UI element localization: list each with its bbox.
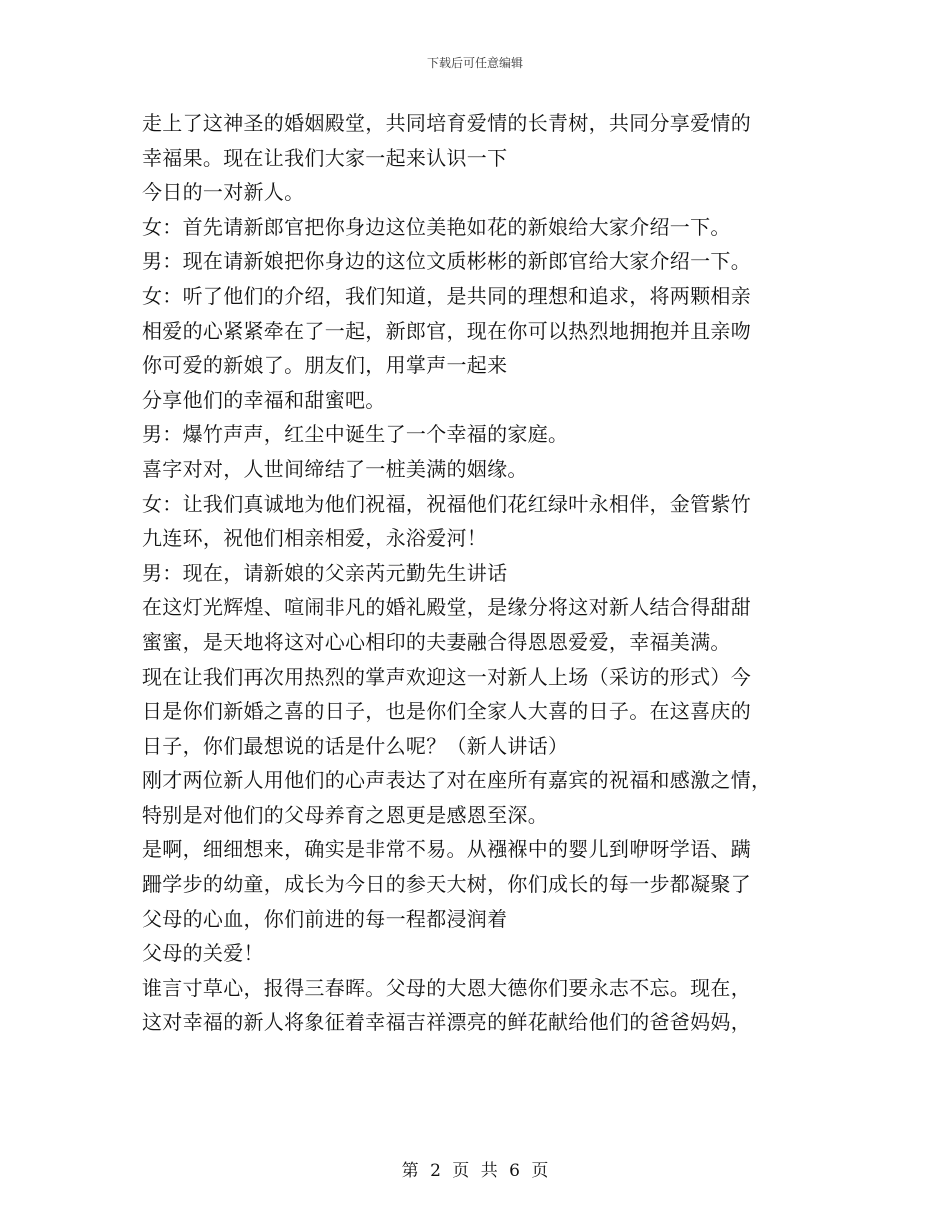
text-line: 分享他们的幸福和甜蜜吧。 [142, 387, 386, 412]
text-line: 女：让我们真诚地为他们祝福，祝福他们花红绿叶永相伴，金管紫竹 [142, 491, 751, 516]
text-line: 女：首先请新郎官把你身边这位美艳如花的新娘给大家介绍一下。 [142, 214, 731, 239]
text-line: 是啊，细细想来，确实是非常不易。从襁褓中的婴儿到咿呀学语、蹒 [142, 837, 751, 862]
text-line: 父母的关爱！ [142, 941, 264, 966]
text-line: 男：现在，请新娘的父亲芮元勤先生讲话 [142, 560, 508, 585]
page-number-footer: 第 2 页 共 6 页 [401, 1161, 549, 1181]
text-line: 九连环，祝他们相亲相爱，永浴爱河！ [142, 526, 488, 551]
text-line: 刚才两位新人用他们的心声表达了对在座所有嘉宾的祝福和感激之情， [142, 768, 772, 793]
text-line: 女：听了他们的介绍，我们知道，是共同的理想和追求，将两颗相亲 [142, 283, 751, 308]
text-line: 日是你们新婚之喜的日子，也是你们全家人大喜的日子。在这喜庆的 [142, 699, 751, 724]
text-line: 男：爆竹声声，红尘中诞生了一个幸福的家庭。 [142, 422, 569, 447]
text-line: 日子，你们最想说的话是什么呢？（新人讲话） [142, 733, 569, 758]
text-line: 幸福果。现在让我们大家一起来认识一下 [142, 145, 508, 170]
text-line: 蜜蜜，是天地将这对心心相印的夫妻融合得恩恩爱爱，幸福美满。 [142, 629, 731, 654]
text-line: 喜字对对，人世间缔结了一桩美满的姻缘。 [142, 456, 528, 481]
text-line: 现在让我们再次用热烈的掌声欢迎这一对新人上场（采访的形式）今 [142, 664, 751, 689]
text-line: 这对幸福的新人将象征着幸福吉祥漂亮的鲜花献给他们的爸爸妈妈， [142, 1010, 751, 1035]
text-line: 今日的一对新人。 [142, 180, 305, 205]
text-line: 谁言寸草心，报得三春晖。父母的大恩大德你们要永志不忘。现在， [142, 975, 751, 1000]
text-line: 你可爱的新娘了。朋友们，用掌声一起来 [142, 353, 508, 378]
text-line: 相爱的心紧紧牵在了一起，新郎官，现在你可以热烈地拥抱并且亲吻 [142, 318, 751, 343]
text-line: 男：现在请新娘把你身边的这位文质彬彬的新郎官给大家介绍一下。 [142, 249, 751, 274]
text-line: 走上了这神圣的婚姻殿堂，共同培育爱情的长青树，共同分享爱情的 [142, 111, 751, 135]
text-line: 在这灯光辉煌、喧闹非凡的婚礼殿堂，是缘分将这对新人结合得甜甜 [142, 595, 751, 620]
text-line: 跚学步的幼童，成长为今日的参天大树，你们成长的每一步都凝聚了 [142, 872, 751, 897]
page-header-note: 下载后可任意编辑 [426, 56, 523, 70]
document-body [142, 106, 812, 1040]
text-line: 特别是对他们的父母养育之恩更是感恩至深。 [142, 802, 548, 827]
text-line: 父母的心血，你们前进的每一程都浸润着 [142, 906, 508, 931]
